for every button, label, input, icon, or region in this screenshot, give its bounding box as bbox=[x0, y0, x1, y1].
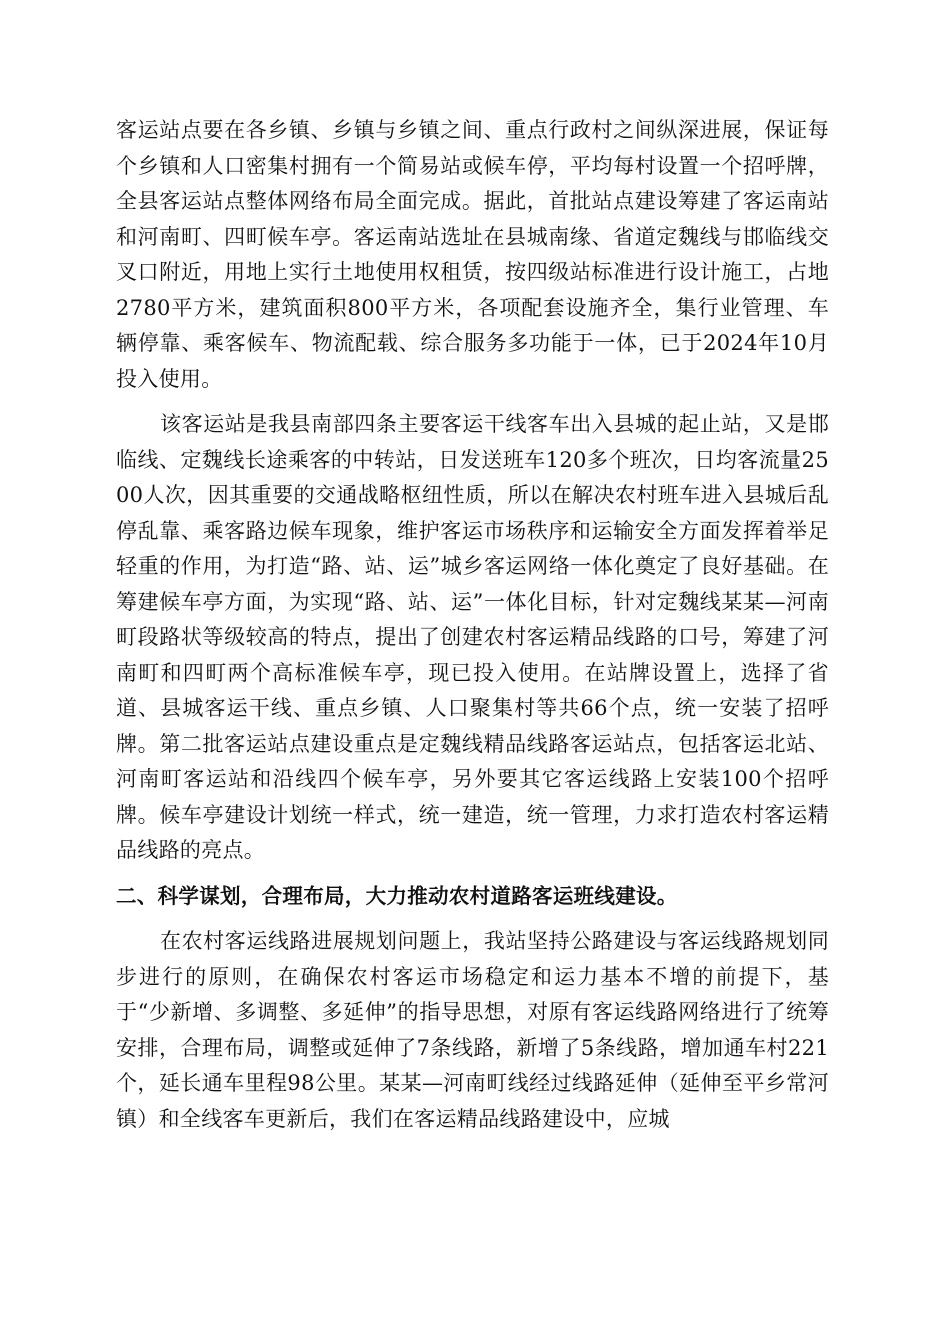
paragraph-route-planning: 在农村客运线路进展规划问题上，我站坚持公路建设与客运线路规划同步进行的原则，在确保农村客运市场稳定和运力基本不增的前提下，基于“少新增、多调整、多延伸”的指导思想，对原有客运线路网络进行了统筹安排，合理布局，调整或延伸了7条线路，新增了5条线路，增加通车村221个，延长通车里程98公里。某某—河南町线经过线路延伸（延伸至平乡常河镇）和全线客车更新后，我们在客运精品线路建设中，应城 bbox=[116, 929, 829, 1131]
document-page bbox=[116, 113, 829, 1137]
section-heading: 二、科学谋划，合理布局，大力推动农村道路客运班线建设。 bbox=[116, 883, 678, 908]
paragraph-south-station: 该客运站是我县南部四条主要客运干线客车出入县城的起止站，又是邯临线、定魏线长途乘客的中转站，日发送班车120多个班次，日均客流量2500人次，因其重要的交通战略枢纽性质，所以在解决农村班车进入县城后乱停乱靠、乘客路边候车现象，维护客运市场秩序和运输安全方面发挥着举足轻重的作用，为打造“路、站、运”城乡客运网络一体化奠定了良好基础。在筹建候车亭方面，为实现“路、站、运”一体化目标，针对定魏线某某—河南町段路状等级较高的特点，提出了创建农村客运精品线路的口号，筹建了河南町和四町两个高标准候车亭，现已投入使用。在站牌设置上，选择了省道、县城客运干线、重点乡镇、人口聚集村等共66个点，统一安装了招呼牌。第二批客运站点建设重点是定魏线精品线路客运站点，包括客运北站、河南町客运站和沿线四个候车亭，另外要其它客运线路上安装100个招呼牌。候车亭建设计划统一样式，统一建造，统一管理，力求打造农村客运精品线路的亮点。 bbox=[116, 412, 829, 862]
paragraph-passenger-stations: 客运站点要在各乡镇、乡镇与乡镇之间、重点行政村之间纵深进展，保证每个乡镇和人口密集村拥有一个简易站或候车停，平均每村设置一个招呼牌，全县客运站点整体网络布局全面完成。据此，首批站点建设筹建了客运南站和河南町、四町候车亭。客运南站选址在县城南缘、省道定魏线与邯临线交叉口附近，用地上实行土地使用权租赁，按四级站标准进行设计施工，占地2780平方米，建筑面积800平方米，各项配套设施齐全，集行业管理、车辆停靠、乘客候车、物流配载、综合服务多功能于一体，已于2024年10月投入使用。 bbox=[116, 118, 829, 391]
